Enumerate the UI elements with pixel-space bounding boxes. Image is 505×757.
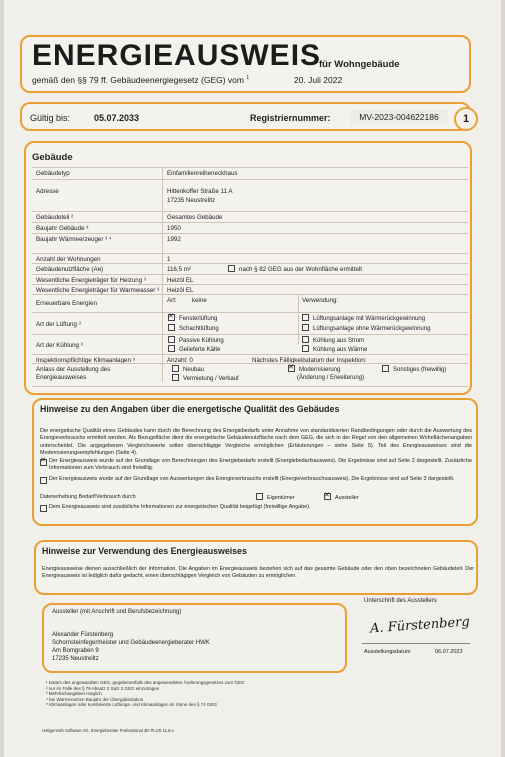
table-row: Baujahr Wärmeerzeuger ³ ⁴ 1992: [32, 233, 468, 245]
page-number-badge: 1: [454, 107, 478, 131]
header-box: [20, 35, 471, 93]
checkbox-gelieferte-kaelte[interactable]: Gelieferte Kälte: [168, 346, 220, 353]
certificate-page: [4, 0, 501, 757]
checkbox-kuehlung-strom[interactable]: Kühlung aus Strom: [302, 337, 364, 344]
hinweise-quality-section: [32, 398, 478, 526]
valid-until-label: Gültig bis:: [30, 113, 71, 123]
anlass-row: Anlass der Ausstellung des Energieausweises Neubau Vermietung / Verkauf ✕Modernisierung (Änderung / Erweiterung) Sonstiges (freiwillig): [32, 363, 468, 387]
document-subtitle: für Wohngebäude: [319, 59, 400, 70]
checkbox-schachtlueftung[interactable]: Schachtlüftung: [168, 325, 219, 332]
checkbox-neubau[interactable]: Neubau: [172, 366, 204, 373]
table-row: Adresse Hittenkoffer Straße 11 A 17235 Neustrelitz: [32, 179, 468, 206]
issuer-title: Schornsteinfegermeister und Gebäudeenergieberater HWK: [52, 640, 210, 646]
hinweise-quality-text: Die energetische Qualität eines Gebäudes kann durch die Berechnung des Energiebedarfs unter Annahme von standardisierten Randbedingungen oder durch die Auswertung des Energieverbrauchs ermittelt werden. Als Bezugsfläche dient die energetische Gebäudenutzfläche nach dem GEG, die sich in der Regel von den allgemeinen Wohnflächenangaben unterscheidet. Die angegebenen Vergleichswerte sollen überschlägige Vergleiche ermöglichen (Erläuterungen – siehe Seite 5). Teil des Energieausweises sind die Modernisierungsempfehlungen (Seite 4).: [40, 428, 472, 456]
table-row: Erneuerbare Energien Art: keine Verwendung:: [32, 294, 468, 313]
law-reference: gemäß den §§ 79 ff. Gebäudeenergiegesetz (GEG) vom $^1$: [32, 75, 250, 85]
option-verbrauchsausweis[interactable]: Der Energieausweis wurde auf der Grundlage von Auswertungen des Energieverbrauchs erstellt (Energieverbrauchsausweis). Die Ergebnisse sind auf Seite 3 dargestellt.: [40, 476, 472, 483]
issuer-label: Aussteller (mit Anschrift und Berufsbezeichnung): [52, 609, 182, 615]
issuer-street: Am Bomgraben 9: [52, 648, 99, 654]
checkbox-sonstiges[interactable]: Sonstiges (freiwillig): [382, 366, 446, 373]
checkbox-kuehlung-waerme[interactable]: Kühlung aus Wärme: [302, 346, 367, 353]
issue-date-label: Ausstellungsdatum: [364, 649, 411, 655]
checkbox-aussteller[interactable]: ✕ Aussteller: [324, 494, 359, 501]
footnote: ¹ Datum des angewandten GEG, gegebenenfalls des angewendeten Änderungsgesetzes zum GEG: [46, 680, 245, 685]
lueftung-row: Art der Lüftung ³ ✕Fensterlüftung Schachtlüftung Lüftungsanlage mit Wärmerückgewinnung Lüftungsanlage ohne Wärmerückgewinnung: [32, 312, 468, 335]
building-section: [24, 141, 472, 395]
table-row: Baujahr Gebäude ³ 1950: [32, 222, 468, 234]
registration-number: MV-2023-004622186: [350, 110, 448, 125]
signature-label: Unterschrift des Ausstellers: [364, 598, 437, 604]
hinweise-usage-section: [34, 540, 478, 595]
footnote: ⁴ bei Wärmenetzen Baujahr der Übergabestation: [46, 696, 144, 702]
valid-until-date: 05.07.2033: [94, 113, 140, 123]
signature-image: A. Fürstenberg: [369, 614, 471, 637]
hinweise-usage-title: Hinweise zur Verwendung des Energieausweises: [42, 546, 247, 556]
validity-bar: [20, 102, 471, 131]
hinweise-usage-text: Energieausweise dienen ausschließlich der Information. Die Angaben im Energieausweis beziehen sich auf das gesamte Gebäude oder den oben bezeichneten Gebäudeteil. Der Energieausweis ist lediglich dafür gedacht, einen überschlägigen Vergleich von Gebäuden zu ermöglichen.: [42, 566, 474, 580]
document-title: ENERGIEAUSWEIS: [32, 39, 322, 72]
signature-area: [362, 598, 474, 662]
modernisierung-note: (Änderung / Erweiterung): [297, 375, 365, 381]
issuer-box: [42, 603, 347, 673]
table-row: Gebäudetyp Einfamilienreihenеckhaus: [32, 167, 468, 180]
issuer-city: 17235 Neustrelitz: [52, 656, 99, 662]
checkbox-passive-kuehlung[interactable]: Passive Kühlung: [168, 337, 224, 344]
checkbox-eigentuemer[interactable]: Eigentümer: [256, 494, 295, 501]
klima-row: Inspektionspflichtige Klimaanlagen ⁵ Anzahl: 0 Nächstes Fälligkeitsdatum der Inspektion:: [32, 354, 468, 364]
checkbox-lueftung-ohne-wrg[interactable]: Lüftungsanlage ohne Wärmerückgewinnung: [302, 325, 430, 332]
issue-date: 06.07.2023: [435, 649, 463, 655]
table-row: Wesentliche Energieträger für Heizung ³ Heizöl EL: [32, 274, 468, 285]
table-row: Gebäudenutzfläche (Aɴ) 116,5 m² nach § 82 GEG aus der Wohnfläche ermittelt: [32, 263, 468, 275]
software-credit: Hottgenroth Software AG, Energieberater Professional 3D PLUS 11.8.x: [42, 728, 174, 733]
option-bedarfsausweis[interactable]: ✕ Der Energieausweis wurde auf der Grundlage von Berechnungen des Energiebedarfs erstellt (Energiebedarfsausweis). Die Ergebnisse sind auf Seite 2 dargestellt. Zusätzliche Informationen zum Verbrauch sind freiwillig.: [40, 458, 472, 473]
checkbox-lueftung-wrg[interactable]: Lüftungsanlage mit Wärmerückgewinnung: [302, 315, 425, 322]
issuer-address: [52, 631, 210, 663]
hinweise-quality-title: Hinweise zu den Angaben über die energetische Qualität des Gebäudes: [40, 404, 340, 414]
issuer-name: Alexander Fürstenberg: [52, 632, 114, 638]
footnote: ² nur im Falle des § 79 Absatz 2 Satz 2 GEG einzutragen: [46, 685, 160, 691]
checkbox-vermietung[interactable]: Vermietung / Verkauf: [172, 375, 239, 382]
checkbox-modernisierung[interactable]: ✕Modernisierung: [288, 366, 340, 373]
footnotes: [46, 680, 244, 708]
table-row: Wesentliche Energieträger für Warmwasser ³ Heizöl EL: [32, 284, 468, 295]
footnote: ⁵ Klimaanlagen oder kombinierte Lüftungs- und Klimaanlagen im Sinne des § 74 GEG: [46, 702, 217, 708]
table-row: Anzahl der Wohnungen 1: [32, 253, 468, 264]
datenerhebung-label: Datenerhebung Bedarf/Verbrauch durch: [40, 494, 136, 500]
checkbox-fensterlueftung[interactable]: ✕Fensterlüftung: [168, 315, 217, 322]
kuehlung-row: Art der Kühlung ³ Passive Kühlung Gelieferte Kälte Kühlung aus Strom Kühlung aus Wärme: [32, 334, 468, 355]
option-zusatzinfo[interactable]: Dem Energieausweis sind zusätzliche Informationen zur energetischen Qualität beigefügt (freiwillige Angabe).: [40, 504, 472, 511]
footnote: ³ Mehrfachangaben möglich: [46, 691, 102, 697]
building-title: Gebäude: [32, 152, 73, 163]
law-date: 20. Juli 2022: [294, 75, 343, 85]
table-row: Gebäudeteil ² Gesamtes Gebäude: [32, 211, 468, 223]
registration-label: Registriernummer:: [250, 113, 331, 123]
